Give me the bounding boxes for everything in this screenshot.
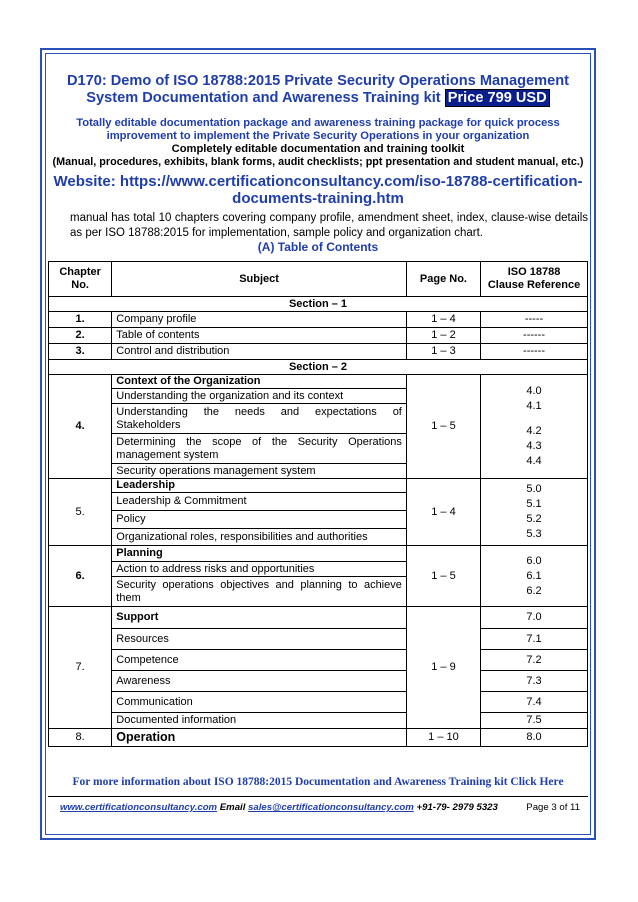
- chapter-no: 4.: [49, 375, 112, 479]
- toc-header-row: [49, 262, 588, 297]
- chapter-subject: Security operations management system: [112, 464, 407, 479]
- chapter-no: 1.: [49, 312, 112, 328]
- footer-site-link[interactable]: www.certificationconsultancy.com: [60, 802, 218, 813]
- header-page: Page No.: [406, 262, 480, 297]
- header-clause: [481, 262, 588, 297]
- clause-ref: 7.5: [481, 713, 588, 729]
- chapter-subject: Policy: [112, 511, 407, 529]
- clause-ref: 6.2: [526, 584, 542, 597]
- chapter-subject: Understanding the organization and its context: [112, 389, 407, 404]
- website-line-2[interactable]: documents-training.htm: [232, 190, 404, 207]
- chapter-subject: Determining the scope of the Security Operations management system: [112, 434, 407, 464]
- footer-email-label: Email: [219, 802, 246, 813]
- chapter-subject: Communication: [112, 692, 407, 713]
- chapter-no: 7.: [49, 607, 112, 729]
- chapter-subject: Documented information: [112, 713, 407, 729]
- clause-ref: 6.1: [526, 569, 542, 582]
- page-number: Page 3 of 11: [526, 802, 580, 813]
- clause-ref: 7.1: [481, 629, 588, 650]
- chapter-subject: Table of contents: [112, 328, 407, 344]
- footer-divider: [48, 796, 588, 797]
- chapter-subject: Control and distribution: [112, 344, 407, 360]
- table-row: [49, 328, 588, 344]
- website-line-1[interactable]: Website: https://www.certificationconsultancy.com/iso-18788-certification-: [53, 173, 583, 190]
- clause-ref: 7.0: [481, 607, 588, 629]
- chapter-page: 1 – 5: [406, 546, 480, 607]
- clause-ref: 4.4: [526, 455, 542, 467]
- clause-ref: 5.3: [526, 528, 542, 540]
- subtitle-line-2: improvement to implement the Private Security Operations in your organization: [106, 130, 530, 142]
- clause-ref: 4.1: [526, 400, 542, 412]
- header-chapter: Chapter No.: [49, 262, 112, 297]
- more-info-line: [48, 776, 588, 788]
- website-link[interactable]: [48, 173, 588, 207]
- title-line-2: System Documentation and Awareness Training kit: [86, 90, 441, 106]
- chapter-ref: [481, 375, 588, 479]
- chapter-subject: Company profile: [112, 312, 407, 328]
- footer-email-link[interactable]: sales@certificationconsultancy.com: [248, 802, 414, 813]
- chapter-subject: Organizational roles, responsibilities and authorities: [112, 529, 407, 546]
- clause-ref: 7.3: [481, 671, 588, 692]
- chapter-ref: ------: [481, 328, 588, 344]
- header-subject: Subject: [112, 262, 407, 297]
- chapter-page: 1 – 4: [406, 312, 480, 328]
- page-footer: [60, 802, 580, 813]
- clause-ref: 4.0: [526, 385, 542, 397]
- more-info-text: For more information about ISO 18788:2015 Documentation and Awareness Training kit: [72, 776, 508, 788]
- chapter-subject: Action to address risks and opportunities: [112, 562, 407, 577]
- toc-table: [48, 261, 588, 747]
- chapter-ref: [481, 479, 588, 546]
- clause-ref: 5.0: [526, 483, 542, 495]
- toc-heading: (A) Table of Contents: [257, 240, 379, 254]
- clause-ref: 6.0: [526, 554, 542, 567]
- chapter-subject: Operation: [112, 729, 407, 747]
- chapter-subject: Resources: [112, 629, 407, 650]
- clause-ref: 7.2: [481, 650, 588, 671]
- subtitle-line-1: Totally editable documentation package and awareness training package for quick process: [76, 117, 560, 129]
- section-2-heading: Section – 2: [49, 360, 588, 375]
- click-here-link[interactable]: Click Here: [510, 776, 564, 788]
- table-row: [49, 729, 588, 747]
- chapter-page: 1 – 9: [406, 607, 480, 729]
- clause-ref: 5.2: [526, 513, 542, 525]
- chapter-ref: -----: [481, 312, 588, 328]
- document-title: [48, 73, 588, 107]
- chapter-subject: Awareness: [112, 671, 407, 692]
- clause-ref: 7.4: [481, 692, 588, 713]
- clause-ref: 5.1: [526, 498, 542, 510]
- chapter-subject: Understanding the needs and expectations of Stakeholders: [112, 404, 407, 434]
- subtitle-line-4: (Manual, procedures, exhibits, blank forms, audit checklists; ppt presentation and student manual, etc.): [52, 156, 584, 168]
- chapter-no: 8.: [49, 729, 112, 747]
- header-clause-line-1: ISO 18788: [507, 266, 561, 278]
- chapter-no: 5.: [49, 479, 112, 546]
- chapter-page: 1 – 10: [406, 729, 480, 747]
- table-row: [49, 344, 588, 360]
- chapter-page: 1 – 2: [406, 328, 480, 344]
- chapter-subject: Competence: [112, 650, 407, 671]
- chapter-no: 3.: [49, 344, 112, 360]
- header-clause-line-2: Clause Reference: [487, 279, 581, 291]
- chapter-subject: Context of the Organization: [112, 375, 407, 389]
- chapter-ref: 8.0: [481, 729, 588, 747]
- price-badge: Price 799 USD: [445, 89, 550, 107]
- chapter-subject: Security operations objectives and planning to achieve them: [112, 577, 407, 607]
- chapter-page: 1 – 4: [406, 479, 480, 546]
- section-1-heading: Section – 1: [49, 297, 588, 312]
- title-line-1: D170: Demo of ISO 18788:2015 Private Security Operations Management: [66, 73, 570, 89]
- footer-phone: +91-79- 2979 5323: [416, 802, 498, 813]
- clause-ref: 4.2: [526, 425, 542, 437]
- clause-ref: 4.3: [526, 440, 542, 452]
- subtitle-line-3: Completely editable documentation and training toolkit: [171, 143, 465, 155]
- chapter-page: 1 – 3: [406, 344, 480, 360]
- chapter-page: 1 – 5: [406, 375, 480, 479]
- chapter-subject: Leadership & Commitment: [112, 493, 407, 511]
- chapter-subject: Support: [112, 607, 407, 629]
- chapter-subject: Leadership: [112, 479, 407, 493]
- chapter-no: 2.: [49, 328, 112, 344]
- intro-paragraph: manual has total 10 chapters covering company profile, amendment sheet, index, clause-wise details as per ISO 18788:2015 for implementation, sample policy and organization chart.: [70, 212, 588, 239]
- chapter-no: 6.: [49, 546, 112, 607]
- chapter-subject: Planning: [112, 546, 407, 562]
- chapter-ref: ------: [481, 344, 588, 360]
- chapter-ref: [481, 546, 588, 607]
- table-row: [49, 312, 588, 328]
